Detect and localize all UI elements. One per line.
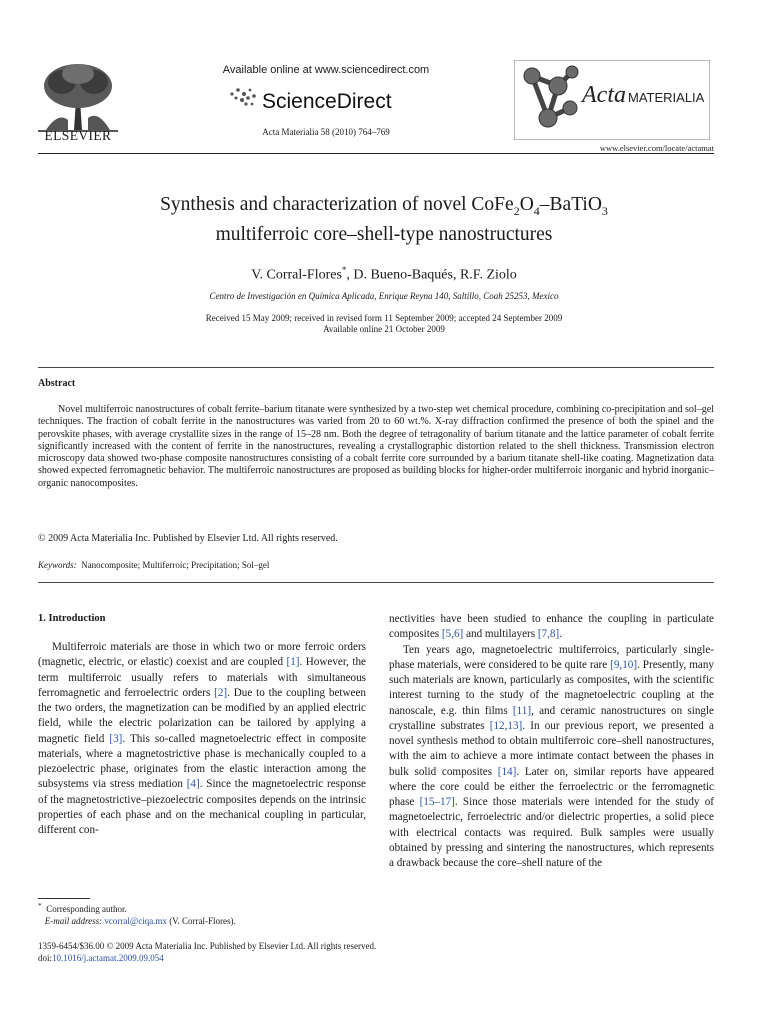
article-history: Received 15 May 2009; received in revised form 11 September 2009; accepted 24 September 2009 Available online 21 October 2009	[205, 313, 563, 334]
abstract-heading: Abstract	[38, 378, 76, 389]
header-divider	[38, 153, 714, 154]
keywords-list: Nanocomposite; Multiferroic; Precipitation; Sol–gel	[81, 560, 270, 570]
doi-link[interactable]: 10.1016/j.actamat.2009.09.054	[52, 953, 164, 963]
citation-link[interactable]: [12,13]	[489, 719, 523, 732]
abstract-divider	[38, 367, 714, 368]
body-column-left	[38, 640, 366, 838]
citation-link[interactable]: [15–17]	[419, 796, 455, 808]
footnote-mark: *	[38, 901, 42, 910]
footnote: * Corresponding author. E-mail address: vcorral@ciqa.mx (V. Corral-Flores).	[38, 901, 236, 926]
keywords-divider	[38, 582, 714, 583]
keywords-label: Keywords:	[38, 560, 77, 570]
issn-copyright: 1359-6454/$36.00 © 2009 Acta Materialia Inc. Published by Elsevier Ltd. All rights reserved.	[38, 941, 377, 951]
section-heading-introduction: 1. Introduction	[38, 613, 106, 624]
sciencedirect-logo	[226, 82, 416, 116]
footnote-divider	[38, 898, 90, 899]
citation-link[interactable]: [7,8]	[537, 628, 560, 641]
journal-url[interactable]: www.elsevier.com/locate/actamat	[599, 143, 714, 153]
sciencedirect-brand: ScienceDirect	[262, 90, 392, 113]
acta-materialia-logo	[514, 60, 710, 140]
citation-link[interactable]: [5,6]	[441, 628, 464, 641]
available-online-text[interactable]: Available online at www.sciencedirect.com	[222, 64, 430, 76]
email-link[interactable]: vcorral@ciqa.mx	[104, 915, 167, 926]
elsevier-tree-logo	[38, 60, 118, 132]
citation-link[interactable]: [11]	[512, 704, 532, 717]
paragraph: Multiferroic materials are those in which two or more ferroic orders (magnetic, electric, or elastic) coexist and are coupled [1]. However, the term multiferroic usually refers to materials with simultaneous ferromagnetic and ferroelectric orders [2]. Due to the coupling between the two orders, the magnetization can be modified by an applied electric field, while the electric polarization can be tailored by applying a magnetic field [3]. This so-called magnetoelectric effect in composite materials, where a magnetostrictive phase is mechanically coupled to a piezoelectric phase, originates from the elastic interaction among the subsystems via stress mediation [4]. Since the magnetoelectric response of the magnetostrictive–piezoelectric composites depends on the intrinsic properties of each phase and on the mechanical coupling in particular, different con-	[38, 641, 366, 836]
journal-reference: Acta Materialia 58 (2010) 764–769	[262, 127, 390, 137]
materialia-brand: MATERIALIA	[628, 90, 705, 105]
citation-link[interactable]: [4]	[186, 778, 200, 791]
abstract-body: Novel multiferroic nanostructures of cobalt ferrite–barium titanate were synthesized by a two-step wet chemical procedure, combining co-precipitation and sol–gel techniques. The fraction of cobalt ferrite in the nanostructures was varied from 20 to 60 wt.%. X-ray diffraction confirmed the presence of both the spinel and the perovskite phases, with average crystallite sizes in the range of 15–28 nm. Both the degree of tetragonality of barium titanate and the lattice parameter of cobalt ferrite significantly increased with the content of ferrite in the nanostructures, revealing a crystallographic distortion related to the shell thickness. Transmission electron microscopy data showed two-phase composite nanostructures consisting of a cobalt ferrite core surrounded by a barium titanate shell-like coating. Magnetization data showed expected ferromagnetic behavior. The multiferroic nanostructures are proposed as building blocks for higher-order multiferroic inorganic and hybrid inorganic–organic nanocomposites.	[38, 404, 714, 489]
abstract-copyright: © 2009 Acta Materialia Inc. Published by Elsevier Ltd. All rights reserved.	[38, 533, 338, 544]
citation-link[interactable]: [14]	[497, 765, 517, 778]
keywords	[38, 560, 269, 570]
citation-link[interactable]: [3]	[109, 732, 123, 745]
paragraph: Ten years ago, magnetoelectric multiferroics, particularly single-phase materials, were considered to be quite rare [9,10]. Presently, many such materials are known, particularly as composites, with the scientific interest turning to the study of the magnetoelectric coupling at the nanoscale, e.g. thin films [11], and ceramic nanostructures on single crystalline substrates [12,13]. In our previous report, we presented a novel synthesis method to obtain multiferroic core–shell nanostructures, with the aim to achieve a more intimate contact between the phases in bulk solid composites [14]. Later on, similar reports have appeared where the core could be either the ferroelectric or the ferromagnetic phase [15–17]. Since those materials were intended for the study of magnetoelectric, ferroelectric and/or dielectric properties, a solid piece with electrical contacts was required. Bulk samples were usually obtained by pressing and sintering the nanostructures, which represents a drawback because the core–shell nature of the	[389, 643, 714, 869]
body-column-right	[389, 612, 714, 871]
citation-link[interactable]: [2]	[214, 686, 228, 699]
corresponding-author-mark: *	[341, 265, 347, 275]
paragraph: nectivities have been studied to enhance the coupling in particulate composites [5,6] and multilayers [7,8].	[389, 613, 714, 641]
article-title: Synthesis and characterization of novel $CoFe_2O_4-BaTiO_3$ multiferroic core–shell-type nanostructures	[160, 194, 608, 245]
citation-link[interactable]: [9,10]	[610, 658, 638, 671]
elsevier-wordmark: ELSEVIER	[44, 128, 112, 143]
acta-brand: Acta	[582, 82, 626, 108]
affiliation: Centro de Investigación en Química Aplicada, Enrique Reyna 140, Saltillo, Coah 25253, Mexico	[209, 291, 559, 301]
citation-link[interactable]: [1]	[286, 656, 300, 669]
author-name[interactable]: V. Corral-Flores	[251, 267, 342, 283]
author-list: V. Corral-Flores*, D. Bueno-Baqués, R.F. Ziolo	[251, 265, 517, 283]
page-footer: 1359-6454/$36.00 © 2009 Acta Materialia Inc. Published by Elsevier Ltd. All rights reserved. doi:10.1016/j.actamat.2009.09.054	[38, 940, 714, 964]
